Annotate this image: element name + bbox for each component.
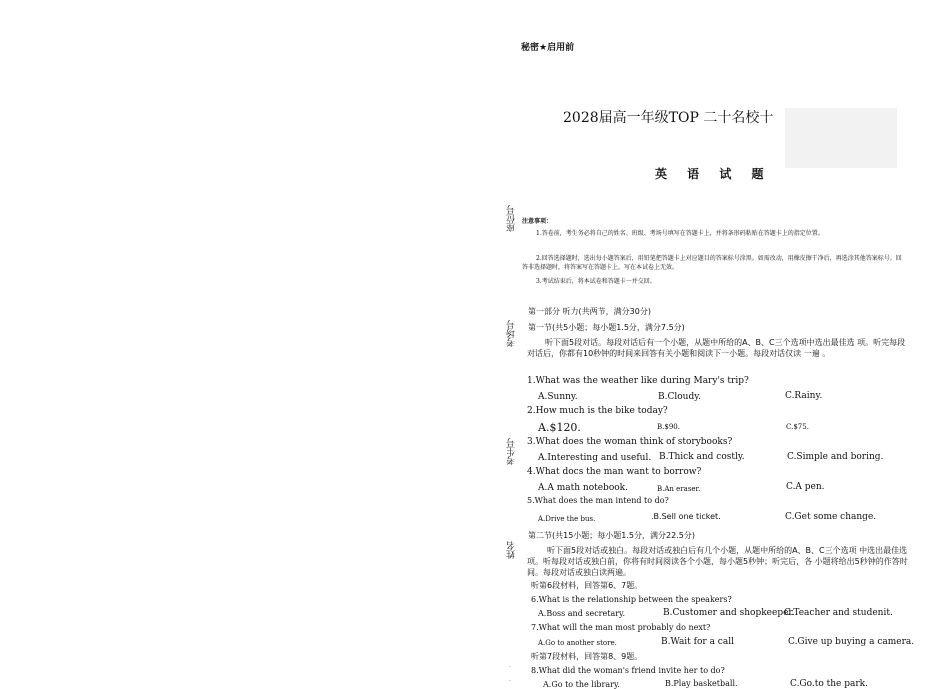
section2-heading: 第二节(共15小题；每小题1.5分，满分22.5分) bbox=[528, 531, 695, 540]
option-c: C.Get some change. bbox=[785, 512, 877, 522]
question-text: 8.What did the woman's friend invite her to do? bbox=[531, 666, 725, 675]
note-item: 2.回答选择题时，选出每小题答案后，用铅笔把答题卡上对应题目的答案标号涂黑。如需改动，用橡皮擦干净后，再选涂其他答案标号。回答非选择题时，将答案写在答题卡上，写在本试卷上无效。 bbox=[522, 255, 902, 271]
option-b: B.Customer and shopkeeper. bbox=[663, 608, 795, 618]
option-a: A.Go to the library. bbox=[543, 680, 620, 689]
material-7-note: 听第7段材料，回答第8、9题。 bbox=[531, 652, 643, 661]
margin-mark: · bbox=[509, 664, 511, 671]
option-c: C.A pen. bbox=[786, 482, 825, 492]
option-c: C.Simple and boring. bbox=[787, 452, 884, 462]
question-text: 3.What does the woman think of storybooks? bbox=[527, 437, 733, 447]
option-b: B.An eraser. bbox=[657, 485, 701, 493]
question-text: 4.What docs the man want to borrow? bbox=[527, 467, 702, 477]
question-text: 7.What will the man most probably do next? bbox=[531, 623, 711, 632]
exam-title: 2028届高一年级TOP 二十名校十 bbox=[563, 110, 774, 126]
notes-heading: 注意事项： bbox=[522, 218, 553, 225]
barcode-sticker-area bbox=[785, 108, 897, 168]
note-item: 3.考试结束后，将本试卷和答题卡一并交回。 bbox=[536, 278, 656, 285]
option-b: B.Wait for a call bbox=[661, 637, 734, 647]
margin-mark: · bbox=[509, 678, 511, 685]
question-text: 6.What is the relationship between the speakers? bbox=[531, 595, 732, 604]
side-label-seat: 座位号 bbox=[507, 205, 517, 232]
option-b: B.Thick and costly. bbox=[659, 452, 745, 462]
question-text: 1.What was the weather like during Mary's trip? bbox=[527, 376, 749, 386]
option-a: A.Interesting and useful. bbox=[538, 453, 652, 463]
option-a: A.Drive the bus. bbox=[538, 515, 596, 523]
section2-instructions: 听下面5段对话或独白。每段对话或独白后有几个小题，从题中所给的A、B、C三个选项 中选出最佳选项。听每段对话或独白前，你将有时间阅读各个小题，每小题5秒钟；听完后，各 小题将给出5秒钟的作答时间。每段对话或独白读两遍。 bbox=[527, 546, 908, 577]
option-b: B.$90. bbox=[657, 423, 680, 431]
option-a: A.Go to another store. bbox=[538, 639, 617, 647]
option-a: A.Sunny. bbox=[538, 392, 578, 402]
option-c: C.Go.to the park. bbox=[790, 679, 868, 689]
option-a: A.Boss and secretary. bbox=[538, 609, 626, 618]
option-b: B.Cloudy. bbox=[658, 392, 701, 402]
side-label-name: 姓名 bbox=[507, 541, 517, 559]
section1-instructions: 听下面5段对话。每段对话后有一个小题，从题中所给的A、B、C三个选项中选出最佳选 项。听完每段对话后，你都有10秒钟的时间来回答有关小题和阅读下一小题。每段对话仅读 一遍 。 bbox=[527, 338, 906, 358]
option-c: C.Give up buying a camera. bbox=[788, 637, 915, 647]
option-b: B.Play basketball. bbox=[665, 679, 738, 688]
material-6-note: 听第6段材料，回答第6、7题。 bbox=[531, 581, 643, 590]
side-label-room: 考场号 bbox=[507, 320, 517, 347]
section1-heading: 第一节(共5小题；每小题1.5分，满分7.5分) bbox=[528, 323, 685, 332]
question-text: 5.What does the man intend to do? bbox=[527, 496, 669, 505]
option-c: C.Teacher and studenit. bbox=[784, 608, 893, 618]
subject-title: 英 语 试 题 bbox=[655, 167, 772, 181]
option-c: C.$75. bbox=[786, 423, 809, 431]
side-label-candidate: 考生号 bbox=[507, 438, 517, 465]
option-a: A.$120. bbox=[538, 421, 581, 434]
question-text: 2.How much is the bike today? bbox=[527, 406, 668, 416]
secret-label: 秘密★启用前 bbox=[521, 43, 575, 53]
part1-heading: 第一部分 听力(共两节，满分30分) bbox=[528, 307, 651, 316]
option-c: C.Rainy. bbox=[785, 391, 823, 401]
option-a: A.A math notebook. bbox=[538, 483, 628, 493]
option-b: .B.Sell one ticket. bbox=[651, 512, 721, 521]
note-item: 1.答卷前，考生务必将自己的姓名、班级、考场号填写在答题卡上，并将条形码粘贴在答题卡上的指定位置。 bbox=[536, 230, 824, 237]
